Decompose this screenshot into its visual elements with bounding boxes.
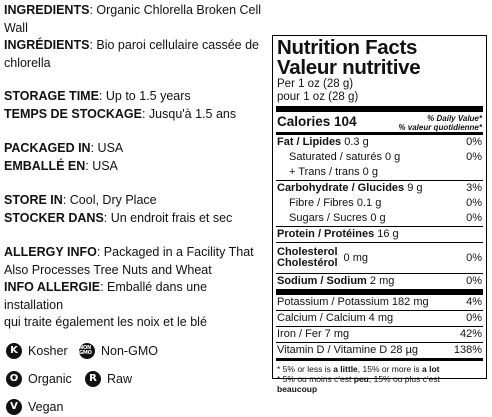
saturated-label: Saturated / saturés 0 g: [289, 151, 401, 163]
store-block: [4, 192, 266, 227]
ingredients-en-value: : Organic Chlorella Broken Cell: [89, 3, 262, 17]
protein-label: Protein / Protéines: [277, 228, 375, 240]
store-en-label: STORE IN: [4, 193, 63, 207]
potassium-label: Potassium / Potassium 182 mg: [277, 296, 429, 308]
kosher-icon: K: [6, 343, 22, 359]
potassium-row: [277, 295, 482, 310]
store-fr-label: STOCKER DANS: [4, 210, 104, 225]
sodium-pct: 0%: [466, 275, 482, 287]
daily-value-header-en: % Daily Value*: [427, 114, 482, 123]
fat-label: Fat / Lipides: [277, 136, 342, 148]
carbohydrate-label: Carbohydrate / Glucides: [277, 182, 405, 194]
non-gmo-icon: NON GMO: [79, 343, 95, 359]
storage-en-label: STORAGE TIME: [4, 89, 99, 103]
fat-value: 0.3 g: [344, 136, 369, 148]
raw-label: Raw: [107, 372, 133, 386]
potassium-pct: 4%: [466, 296, 482, 308]
fibre-row: [277, 196, 482, 211]
vegan-badge: [6, 398, 63, 416]
serving-size-fr: pour 1 oz (28 g): [277, 91, 359, 103]
fat-row: [277, 135, 482, 150]
trans-row: [277, 165, 482, 180]
saturated-pct: 0%: [466, 151, 482, 163]
packaged-en-label: PACKAGED IN: [4, 141, 91, 155]
raw-icon: R: [85, 371, 101, 387]
sodium-label: Sodium / Sodium: [277, 275, 367, 287]
storage-fr-value: : Jusqu'à 1.5 ans: [141, 106, 237, 121]
cholesterol-label-en: Cholesterol: [277, 246, 338, 258]
allergy-fr-value: : Emballé dans une installation: [4, 280, 208, 312]
ingredients-block: [4, 2, 266, 72]
allergy-block: [4, 244, 266, 332]
calories-label: Calories: [277, 114, 331, 129]
kosher-label: Kosher: [28, 344, 68, 358]
carbohydrate-row: [277, 181, 482, 196]
calories-row: [277, 113, 482, 132]
saturated-row: [277, 150, 482, 165]
vitamin-d-label: Vitamin D / Vitamine D 28 µg: [277, 344, 419, 356]
sodium-value: 2 mg: [369, 275, 395, 287]
fibre-pct: 0%: [466, 197, 482, 209]
nongmo-badge: [79, 342, 158, 360]
sugars-pct: 0%: [466, 212, 482, 224]
organic-label: Organic: [28, 372, 72, 386]
ingredients-fr-label: INGRÉDIENTS: [4, 38, 90, 52]
allergy-en-label: ALLERGY INFO: [4, 245, 97, 259]
cholesterol-pct: 0%: [466, 251, 482, 264]
sugars-row: [277, 211, 482, 226]
carbohydrate-value: 9 g: [407, 182, 423, 194]
nongmo-label: Non-GMO: [101, 344, 158, 358]
vitamin-d-pct: 138%: [453, 344, 482, 356]
footnote-fr: * 5% ou moins c'est peu, 15% ou plus c'est beaucoup: [277, 374, 440, 394]
allergy-fr-value2: qui traite également les noix et le blé: [4, 315, 207, 329]
nutrition-title-fr: Valeur nutritive: [277, 56, 421, 79]
store-en-value: : Cool, Dry Place: [62, 193, 157, 207]
carbohydrate-pct: 3%: [466, 182, 482, 194]
calcium-row: [277, 311, 482, 326]
calcium-label: Calcium / Calcium 4 mg: [277, 312, 394, 324]
fibre-label: Fibre / Fibres 0.1 g: [289, 197, 382, 209]
packaged-en-value: : USA: [90, 141, 124, 155]
fat-pct: 0%: [466, 136, 482, 148]
vitamin-d-row: [277, 343, 482, 358]
storage-block: [4, 88, 266, 123]
packaged-block: [4, 140, 266, 175]
product-info: [4, 2, 266, 349]
protein-value: 16 g: [377, 228, 399, 240]
daily-value-header-fr: % valeur quotidienne*: [398, 123, 482, 132]
allergy-fr-label: INFO ALLERGIE: [4, 280, 101, 294]
calcium-pct: 0%: [466, 312, 482, 324]
footnote: [277, 361, 482, 394]
storage-fr-label: TEMPS DE STOCKAGE: [4, 106, 142, 121]
divider: [276, 106, 483, 112]
packaged-fr-value: : USA: [85, 158, 118, 173]
store-fr-value: : Un endroit frais et sec: [103, 210, 233, 225]
nutrition-title-en: Nutrition Facts: [277, 36, 418, 59]
trans-label: + Trans / trans 0 g: [289, 166, 378, 178]
packaged-fr-label: EMBALLÉ EN: [4, 158, 86, 173]
vegan-icon: V: [6, 399, 22, 415]
protein-row: [277, 227, 482, 242]
organic-badge: [6, 370, 72, 388]
organic-icon: O: [6, 371, 22, 387]
nutrition-facts-panel: [272, 35, 487, 394]
ingredients-en-value2: Wall: [4, 20, 28, 35]
vegan-label: Vegan: [28, 400, 64, 414]
ingredients-en-label: INGREDIENTS: [4, 3, 90, 17]
iron-row: [277, 327, 482, 342]
cholesterol-row: [277, 243, 482, 273]
cholesterol-label-fr: Cholestérol: [277, 257, 338, 269]
allergy-en-value: : Packaged in a Facility That: [96, 245, 254, 259]
footnote-en: * 5% or less is a little, 15% or more is a lot: [277, 364, 440, 374]
ingredients-fr-value: : Bio paroi cellulaire cassée de: [89, 38, 259, 52]
iron-pct: 42%: [459, 328, 482, 340]
cholesterol-value: 0 mg: [343, 251, 368, 264]
raw-badge: [85, 370, 132, 388]
ingredients-fr-value2: chlorella: [4, 55, 51, 70]
kosher-badge: [6, 342, 68, 360]
sugars-label: Sugars / Sucres 0 g: [289, 212, 386, 224]
calories-value: 104: [334, 114, 357, 129]
storage-en-value: : Up to 1.5 years: [98, 89, 191, 103]
iron-label: Iron / Fer 7 mg: [277, 328, 350, 340]
allergy-en-value2: Also Processes Tree Nuts and Wheat: [4, 262, 212, 277]
sodium-row: [277, 274, 482, 289]
serving-size-en: Per 1 oz (28 g): [277, 78, 354, 90]
